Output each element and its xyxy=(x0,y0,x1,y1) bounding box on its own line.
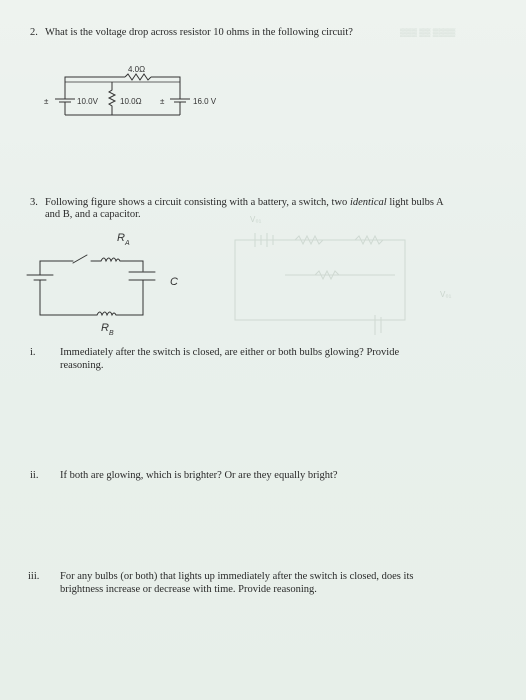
label-rb-subscript: B xyxy=(109,330,114,337)
label-rb: R xyxy=(101,322,109,334)
plus-minus-left: ± xyxy=(44,97,49,106)
question-3-text-italic: identical xyxy=(349,197,387,208)
left-battery-label: 10.0V xyxy=(77,97,98,106)
part-iii-line1: For any bulbs (or both) that lights up immediately after the switch is closed, does its xyxy=(60,571,414,582)
part-ii-line1: If both are glowing, which is brighter? Or are they equally bright? xyxy=(60,470,338,481)
label-ra: R xyxy=(117,232,125,244)
label-ra-subscript: A xyxy=(125,240,130,247)
plus-minus-right: ± xyxy=(160,97,165,106)
question-3-number: 3. xyxy=(30,197,38,208)
part-iii-line2: brightness increase or decrease with time. Provide reasoning. xyxy=(60,584,317,595)
part-ii-number: ii. xyxy=(30,470,39,481)
question-3-circuit-sketch xyxy=(15,225,205,340)
part-i-line1: Immediately after the switch is closed, are either or both bulbs glowing? Provide xyxy=(60,347,400,358)
question-3-text-before: Following figure shows a circuit consisting with a battery, a switch, two xyxy=(45,197,348,208)
question-3-text-line1 xyxy=(45,197,444,209)
question-3-text-after: light bulbs A xyxy=(389,197,444,208)
bleed-through-circuit xyxy=(225,225,415,340)
question-2-text: What is the voltage drop across resistor 10 ohms in the following circuit? xyxy=(45,27,353,38)
question-3-text-line2: and B, and a capacitor. xyxy=(45,209,141,220)
bleed-through-mark: ▒▒▒ ▒▒ ▒▒▒▒ xyxy=(400,28,456,37)
bleed-through-mark: V₀₁ xyxy=(250,215,262,224)
top-resistor-label: 4.0Ω xyxy=(128,65,146,74)
right-battery-label: 16.0 V xyxy=(193,97,217,106)
middle-resistor-label: 10.0Ω xyxy=(120,97,142,106)
bleed-through-mark: V₀₁ xyxy=(440,290,452,299)
part-i-number: i. xyxy=(30,347,36,358)
label-c: C xyxy=(170,276,178,288)
question-2-number: 2. xyxy=(30,27,38,38)
question-2-circuit-diagram xyxy=(40,60,240,120)
part-i-line2: reasoning. xyxy=(60,360,104,371)
part-iii-number: iii. xyxy=(28,571,40,582)
